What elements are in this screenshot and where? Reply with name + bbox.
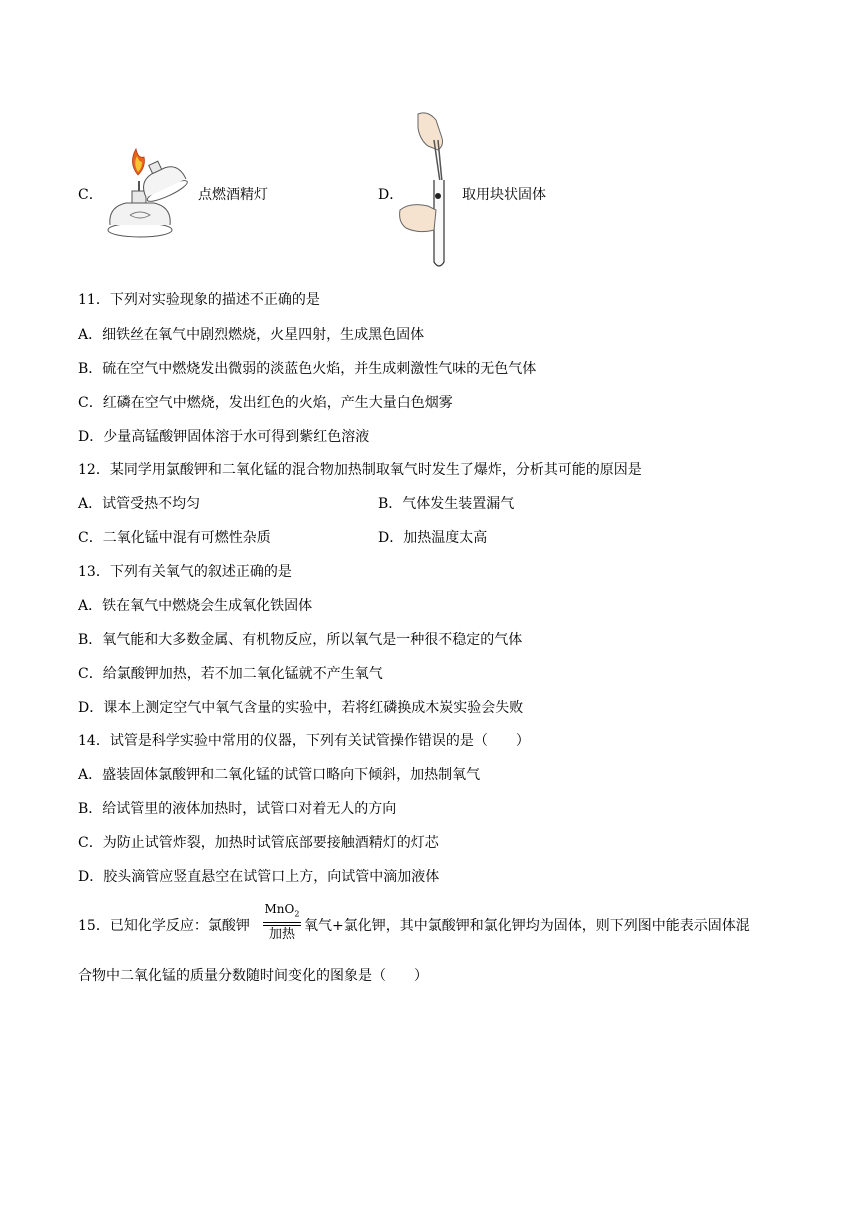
q13-option-b: B．氧气能和大多数金属、有机物反应，所以氧气是一种很不稳定的气体 xyxy=(78,632,523,648)
q13-option-a: A．铁在氧气中燃烧会生成氧化铁固体 xyxy=(78,598,313,614)
q11-option-c: C．红磷在空气中燃烧，发出红色的火焰，产生大量白色烟雾 xyxy=(78,395,453,411)
q12-option-c: C．二氧化锰中混有可燃性杂质 xyxy=(78,530,271,546)
q14-option-c: C．为防止试管炸裂，加热时试管底部要接触酒精灯的灯芯 xyxy=(78,835,439,851)
catalyst-label: MnO$_2$ xyxy=(264,902,300,919)
q12-stem: 12．某同学用氯酸钾和二氧化锰的混合物加热制取氧气时发生了爆炸，分析其可能的原因是 xyxy=(78,462,642,478)
reaction-condition xyxy=(262,902,302,943)
q13-option-d: D．课本上测定空气中氧气含量的实验中，若将红磷换成木炭实验会失败 xyxy=(78,700,524,716)
q10-option-c-letter: C． xyxy=(78,187,103,203)
q11-option-a: A．细铁丝在氧气中剧烈燃烧，火星四射，生成黑色固体 xyxy=(78,327,425,343)
q10-option-d-letter: D． xyxy=(378,187,404,203)
q14-stem: 14．试管是科学实验中常用的仪器，下列有关试管操作错误的是（ ） xyxy=(78,733,530,749)
q12-option-b: B．气体发生装置漏气 xyxy=(378,496,515,512)
reaction-equals-sign xyxy=(263,922,301,926)
q10-option-c-text: 点燃酒精灯 xyxy=(198,187,268,203)
q13-option-c: C．给氯酸钾加热，若不加二氧化锰就不产生氧气 xyxy=(78,666,383,682)
q11-stem: 11．下列对实验现象的描述不正确的是 xyxy=(78,292,320,308)
q11-option-b: B．硫在空气中燃烧发出微弱的淡蓝色火焰，并生成刺激性气味的无色气体 xyxy=(78,361,537,377)
q15-stem-suffix: 氧气+氯化钾，其中氯酸钾和氯化钾均为固体，则下列图中能表示固体混 xyxy=(304,918,750,934)
q14-option-b: B．给试管里的液体加热时，试管口对着无人的方向 xyxy=(78,801,397,817)
condition-label: 加热 xyxy=(268,927,295,943)
alcohol-lamp-lighting-figure xyxy=(100,145,195,240)
q12-option-d: D．加热温度太高 xyxy=(378,530,488,546)
q12-option-a: A．试管受热不均匀 xyxy=(78,496,201,512)
q12-options-row-2 xyxy=(78,528,488,548)
q15-stem-line2: 合物中二氧化锰的质量分数随时间变化的图象是（ ） xyxy=(78,968,428,984)
q15-stem-prefix: 15．已知化学反应：氯酸钾 xyxy=(78,918,250,934)
q14-option-a: A．盛装固体氯酸钾和二氧化锰的试管口略向下倾斜，加热制氧气 xyxy=(78,767,481,783)
q14-option-d: D．胶头滴管应竖直悬空在试管口上方，向试管中滴加液体 xyxy=(78,869,440,885)
q13-stem: 13．下列有关氧气的叙述正确的是 xyxy=(78,564,292,580)
q11-option-d: D．少量高锰酸钾固体溶于水可得到紫红色溶液 xyxy=(78,429,370,445)
taking-solid-block-figure xyxy=(398,110,460,272)
q12-options-row-1 xyxy=(78,494,515,514)
q10-option-d-text: 取用块状固体 xyxy=(462,187,546,203)
